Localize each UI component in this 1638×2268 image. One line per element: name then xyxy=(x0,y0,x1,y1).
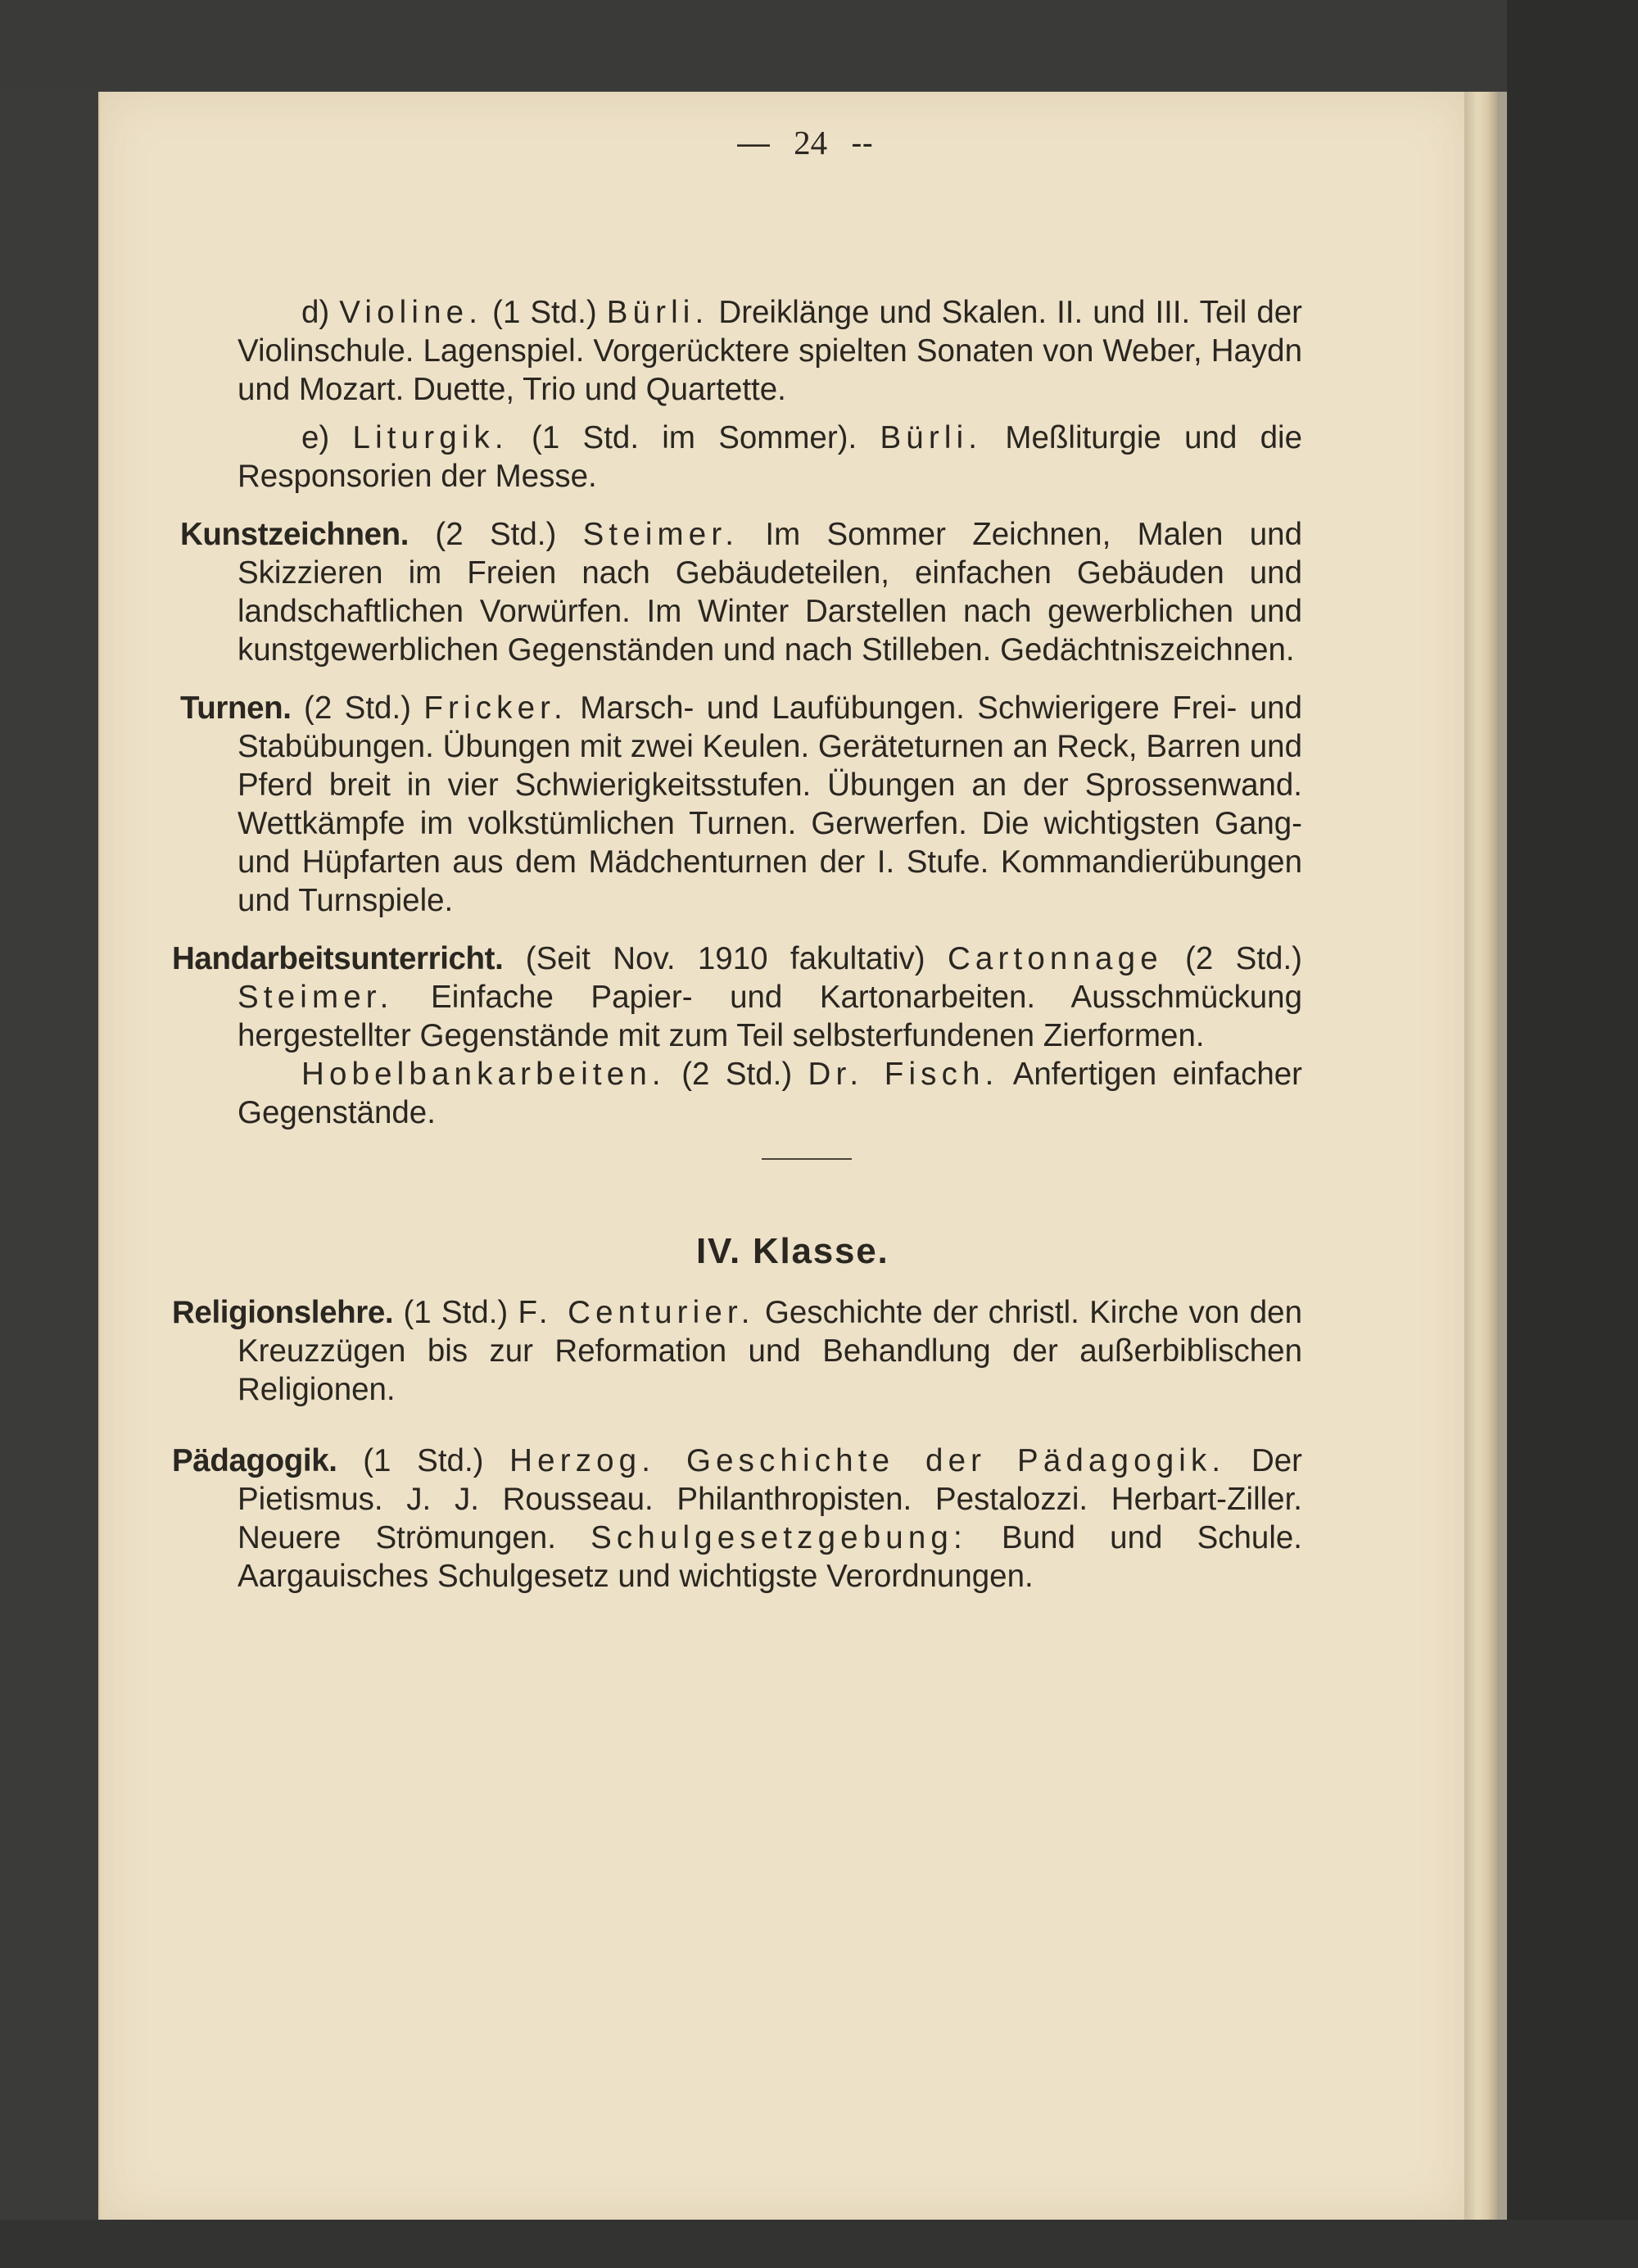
liturgik-teacher: Bürli. xyxy=(880,420,983,455)
paedagogik-text2: Der Pietismus. J. J. Rousseau. Philanthropisten. Pestalozzi. Herbart-Ziller. Neuere Strömungen. xyxy=(238,1443,1303,1555)
paedagogik-topic1: Geschichte der Pädagogik. xyxy=(655,1443,1226,1478)
violine-lead: d) xyxy=(301,295,340,330)
liturgik-text1: (1 Std. im Sommer). xyxy=(508,420,880,455)
kunstzeichnen-text1: (2 Std.) xyxy=(409,517,583,552)
scan-background-top xyxy=(0,0,1638,90)
handarbeit-text1: (Seit Nov. 1910 fakultativ) xyxy=(503,941,948,976)
page-content xyxy=(172,293,1303,1596)
liturgik-text2: Meßliturgie und die Responsorien der Messe. xyxy=(238,420,1303,494)
turnen-text2: Marsch- und Laufübungen. Schwierigere Frei- und Stabübungen. Übungen mit zwei Keulen. Geräteturnen an Reck, Barren und Pferd breit in vier Schwierigkeitsstufen. Übungen an der Sprossenwand. Wettkämpfe im volkstümlichen Turnen. Gerwerfen. Die wichtigsten Gang- und Hüpfarten aus dem Mädchenturnen der I. Stufe. Kommandierübungen und Turnspiele. xyxy=(238,690,1302,918)
paragraph-hobelbank xyxy=(238,1055,1302,1132)
hobelbank-teacher: Dr. Fisch. xyxy=(808,1057,999,1092)
paragraph-religion xyxy=(172,1293,1302,1409)
paragraph-violine xyxy=(238,293,1302,409)
paedagogik-heading: Pädagogik. xyxy=(172,1443,337,1478)
turnen-teacher: Fricker. xyxy=(423,690,568,726)
religion-text2: Geschichte der christl. Kirche von den Kreuzzügen bis zur Reformation und Behandlung der außerbiblischen Religionen. xyxy=(238,1295,1302,1407)
religion-teacher: F. Centurier. xyxy=(518,1295,755,1330)
hobelbank-text2: Anfertigen einfacher Gegenstände. xyxy=(238,1057,1302,1130)
section-title: IV. Klasse. xyxy=(696,1231,889,1271)
paedagogik-teacher: Herzog. xyxy=(509,1443,656,1478)
page-number-dash-left: — xyxy=(737,125,770,161)
liturgik-title: Liturgik. xyxy=(352,420,509,455)
hobelbank-text1: (2 Std.) xyxy=(665,1057,808,1092)
turnen-text1: (2 Std.) xyxy=(291,690,424,726)
handarbeit-course: Cartonnage xyxy=(947,941,1163,976)
paragraph-paedagogik xyxy=(172,1442,1302,1596)
paedagogik-topic2: Schulgesetzgebung: xyxy=(590,1520,967,1555)
kunstzeichnen-heading: Kunstzeichnen. xyxy=(180,517,410,552)
section-divider xyxy=(762,1158,852,1160)
violine-text1: (1 Std.) xyxy=(482,295,607,330)
violine-text2: Dreiklänge und Skalen. II. und III. Teil der Violinschule. Lagenspiel. Vorgerücktere spielten Sonaten von Weber, Haydn und Mozart. Duette, Trio und Quartette. xyxy=(238,295,1302,407)
religion-heading: Religionslehre. xyxy=(172,1295,394,1330)
page-edge xyxy=(1464,92,1497,2221)
violine-teacher: Bürli. xyxy=(606,295,709,330)
page-number-dash-right: -- xyxy=(851,125,873,161)
paragraph-kunstzeichnen xyxy=(180,515,1302,669)
paragraph-handarbeit xyxy=(172,939,1302,1055)
paedagogik-text1: (1 Std.) xyxy=(337,1443,510,1478)
handarbeit-text2: (2 Std.) xyxy=(1162,941,1302,976)
religion-text1: (1 Std.) xyxy=(393,1295,518,1330)
hobelbank-title: Hobelbankarbeiten. xyxy=(301,1057,666,1092)
page-number-line xyxy=(0,123,1638,162)
handarbeit-teacher: Steimer. xyxy=(238,980,394,1015)
page-number: 24 xyxy=(794,124,828,161)
handarbeit-text3: Einfache Papier- und Kartonarbeiten. Ausschmückung hergestellter Gegenstände mit zum Teil selbsterfundenen Zierformen. xyxy=(238,980,1302,1053)
kunstzeichnen-teacher: Steimer. xyxy=(582,517,740,552)
paragraph-liturgik xyxy=(238,419,1302,496)
turnen-heading: Turnen. xyxy=(180,690,292,726)
paedagogik-text3: Bund und Schule. Aargauisches Schulgesetz und wichtigste Verordnungen. xyxy=(238,1520,1302,1594)
kunstzeichnen-text2: Im Sommer Zeichnen, Malen und Skizzieren im Freien nach Gebäudeteilen, einfachen Gebäuden und landschaftlichen Vorwürfen. Im Winter Darstellen nach gewerblichen und kunstgewerblichen Gegenständen und nach Stilleben. Gedächtniszeichnen. xyxy=(238,517,1302,668)
handarbeit-heading: Handarbeitsunterricht. xyxy=(172,941,504,976)
paragraph-turnen xyxy=(180,689,1302,920)
liturgik-lead: e) xyxy=(301,420,353,455)
violine-title: Violine. xyxy=(339,295,483,330)
scan-background-bottom xyxy=(0,2220,1638,2268)
page-edge-shadow xyxy=(1497,92,1507,2221)
book-spine xyxy=(1507,0,1638,2268)
